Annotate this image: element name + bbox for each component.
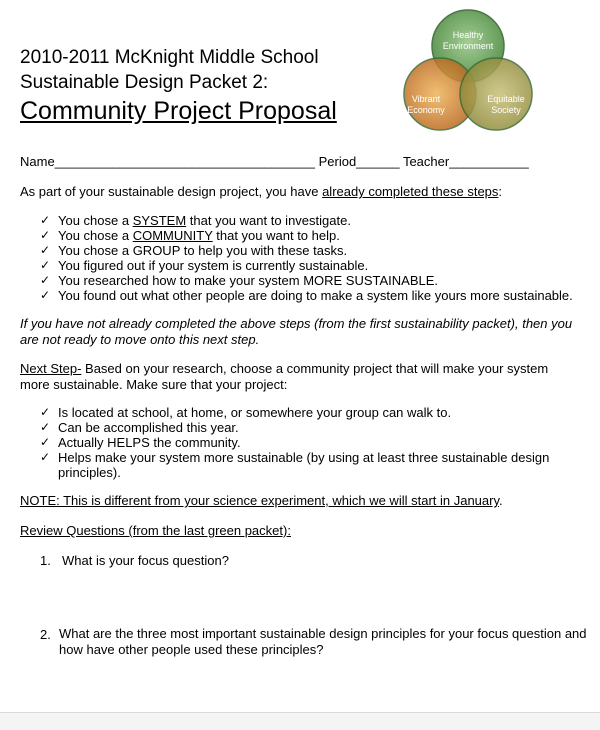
intro-sentence [20,184,502,199]
completed-steps-list [40,213,573,303]
venn-label-equitable: Equitable [487,94,525,104]
period-blank: ______ [356,154,400,169]
intro-underlined: already completed these steps [322,184,499,199]
list-item: ✓ You chose a GROUP to help you with these tasks. [40,243,348,258]
note-line [20,493,503,508]
teacher-label: Teacher [402,154,450,169]
question-1-text: What is your focus question? [62,553,229,568]
intro-prefix: As part of your sustainable design project, you have [20,184,323,199]
name-line [20,154,529,169]
check-mark-icon: ✓ [40,228,51,242]
venn-label-healthy: Healthy [452,30,484,40]
question-2-number: 2. [40,627,51,642]
check-mark-icon: ✓ [40,273,51,287]
question-1-number: 1. [40,553,51,568]
list-item: ✓ You chose a COMMUNITY that you want to help. [40,228,340,243]
next-step-paragraph [20,361,580,393]
check-mark-icon: ✓ [40,405,51,419]
page-title: Community Project Proposal [20,97,337,125]
note-text: NOTE: This is different from your science experiment, which we will start in January [20,493,500,508]
project-criteria-list [40,405,568,480]
list-item: ✓ You found out what other people are doing to make a system like yours more sustainable. [40,288,573,303]
page-divider [0,712,600,713]
name-blank: ____________________________________ [54,154,315,169]
list-item: ✓ Is located at school, at home, or somewhere your group can walk to. [40,405,452,420]
list-item: ✓ Actually HELPS the community. [40,435,241,450]
list-item: ✓ You researched how to make your system MORE SUSTAINABLE. [40,273,439,288]
check-mark-icon: ✓ [40,420,51,434]
school-title: 2010-2011 McKnight Middle School [20,47,319,68]
check-mark-icon: ✓ [40,288,51,302]
venn-label-environment: Environment [442,41,494,51]
next-step-text: Based on your research, choose a community project that will make your system more sustainable. Make sure that your project: [20,361,549,392]
teacher-blank: ___________ [449,154,529,169]
packet-title: Sustainable Design Packet 2: [20,72,269,93]
sustainability-venn-diagram [388,6,548,136]
venn-label-economy: Economy [407,105,445,115]
question-2-text: What are the three most important sustainable design principles for your focus question and how have other people used these principles? [59,626,587,657]
venn-label-vibrant: Vibrant [411,94,441,104]
list-item: ✓ You figured out if your system is currently sustainable. [40,258,369,273]
check-mark-icon: ✓ [40,435,51,449]
list-item: ✓ Can be accomplished this year. [40,420,239,435]
check-mark-icon: ✓ [40,450,51,464]
check-mark-icon: ✓ [40,243,51,257]
name-label: Name [20,154,55,169]
list-item: ✓ Helps make your system more sustainable (by using at least three sustainable design principles). [40,450,550,480]
list-item: ✓ You chose a SYSTEM that you want to investigate. [40,213,351,228]
intro-suffix: : [498,184,503,199]
review-heading: Review Questions (from the last green packet): [20,523,291,538]
note-period: . [499,493,503,508]
period-label: Period [318,154,357,169]
check-mark-icon: ✓ [40,213,51,227]
next-step-label: Next Step- [20,361,82,376]
venn-label-society: Society [491,105,521,115]
check-mark-icon: ✓ [40,258,51,272]
warning-note: If you have not already completed the above steps (from the first sustainability packet), then you are not ready to move onto this next step. [20,316,573,347]
